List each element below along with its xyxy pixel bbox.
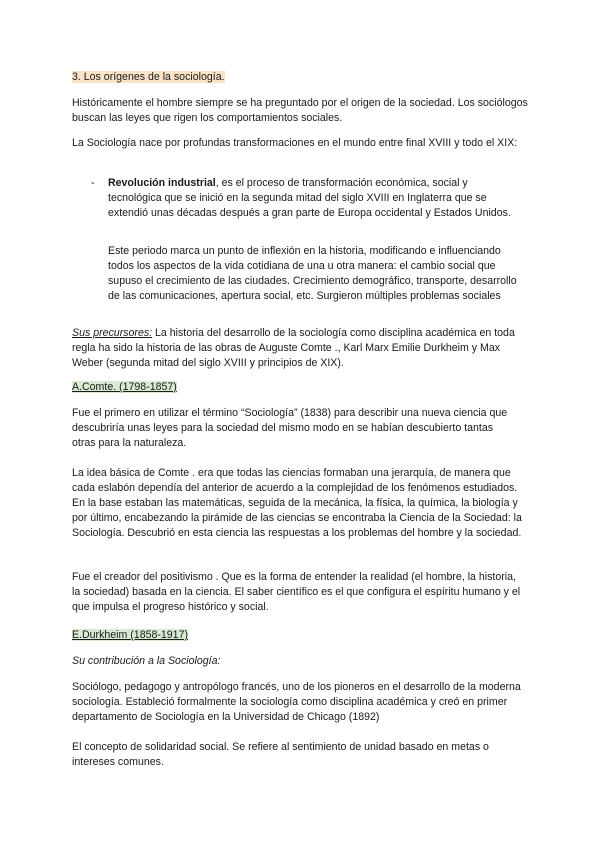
bullet-dash: - <box>91 177 95 189</box>
precursors-text: La historia del desarrollo de la sociología como disciplina académica en toda regla ha sido la historia de las obras de Auguste Comte ., Karl Marx Emilie Durkheim y Max Weber (segunda mitad del siglo XVIII y principios de XIX). <box>72 327 515 369</box>
comte-paragraph-1: Fue el primero en utilizar el término “Sociología” (1838) para describir una nueva ciencia que descubriría unas leyes para la sociedad del mismo modo en se habían descubierto tantas otras para la naturaleza. <box>72 407 508 449</box>
sociology-origin-paragraph: La Sociología nace por profundas transformaciones en el mundo entre final XVIII y todo el XIX: <box>72 137 518 149</box>
precursors-paragraph <box>72 326 530 371</box>
section-heading-text: 3. Los orígenes de la sociología. <box>72 71 225 83</box>
precursors-label: Sus precursores: <box>72 327 153 339</box>
bullet-revolucion-industrial <box>108 176 518 221</box>
bullet-bold-term: Revolución industrial <box>108 177 216 189</box>
durkheim-paragraph-2: El concepto de solidaridad social. Se refiere al sentimiento de unidad basado en metas o intereses comunes. <box>72 741 489 768</box>
comte-heading <box>72 380 177 395</box>
comte-heading-text: A.Comte. (1798-1857) <box>72 381 177 393</box>
bullet-text: , es el proceso de transformación económica, social y tecnológica que se inició en la segunda mitad del siglo XVIII en Inglaterra que se extendió unas décadas después a gran parte de Europa occidental y Estados Unidos. <box>108 177 511 219</box>
comte-paragraph-3: Fue el creador del positivismo . Que es la forma de entender la realidad (el hombre, la historia, la sociedad) basada en la ciencia. El saber científico es el que configura el espíritu humano y el que impulsa el progreso histórico y social. <box>72 571 521 613</box>
durkheim-subheading: Su contribución a la Sociología: <box>72 655 221 667</box>
durkheim-heading <box>72 628 188 643</box>
section-heading <box>72 70 225 85</box>
intro-paragraph: Históricamente el hombre siempre se ha preguntado por el origen de la sociedad. Los sociólogos buscan las leyes que rigen los comportamientos sociales. <box>72 97 528 124</box>
bullet-followup-paragraph: Este periodo marca un punto de inflexión en la historia, modificando e influenciando todos los aspectos de la vida cotidiana de una u otra manera: el cambio social que supuso el crecimiento de las ciudades. Crecimiento demográfico, transporte, desarrollo de las comunicaciones, apertura social, etc. Surgieron múltiples problemas sociales <box>108 245 517 302</box>
durkheim-paragraph-1: Sociólogo, pedagogo y antropólogo francés, uno de los pioneros en el desarrollo de la moderna sociología. Estableció formalmente la sociología como disciplina académica y creó en primer departamento de Sociología en la Universidad de Chicago (1892) <box>72 681 521 723</box>
durkheim-heading-text: E.Durkheim (1858-1917) <box>72 629 188 641</box>
comte-paragraph-2: La idea básica de Comte . era que todas las ciencias formaban una jerarquía, de manera que cada eslabón dependía del anterior de acuerdo a la complejidad de los fenómenos estudiados. En la base estaban las matemáticas, seguida de la mecánica, la física, la química, la biología y por último, encabezando la pirámide de las ciencias se encontraba la Ciencia de la Sociedad: la Sociología. Descubrió en esta ciencia las respuestas a los problemas del hombre y la sociedad. <box>72 467 522 539</box>
